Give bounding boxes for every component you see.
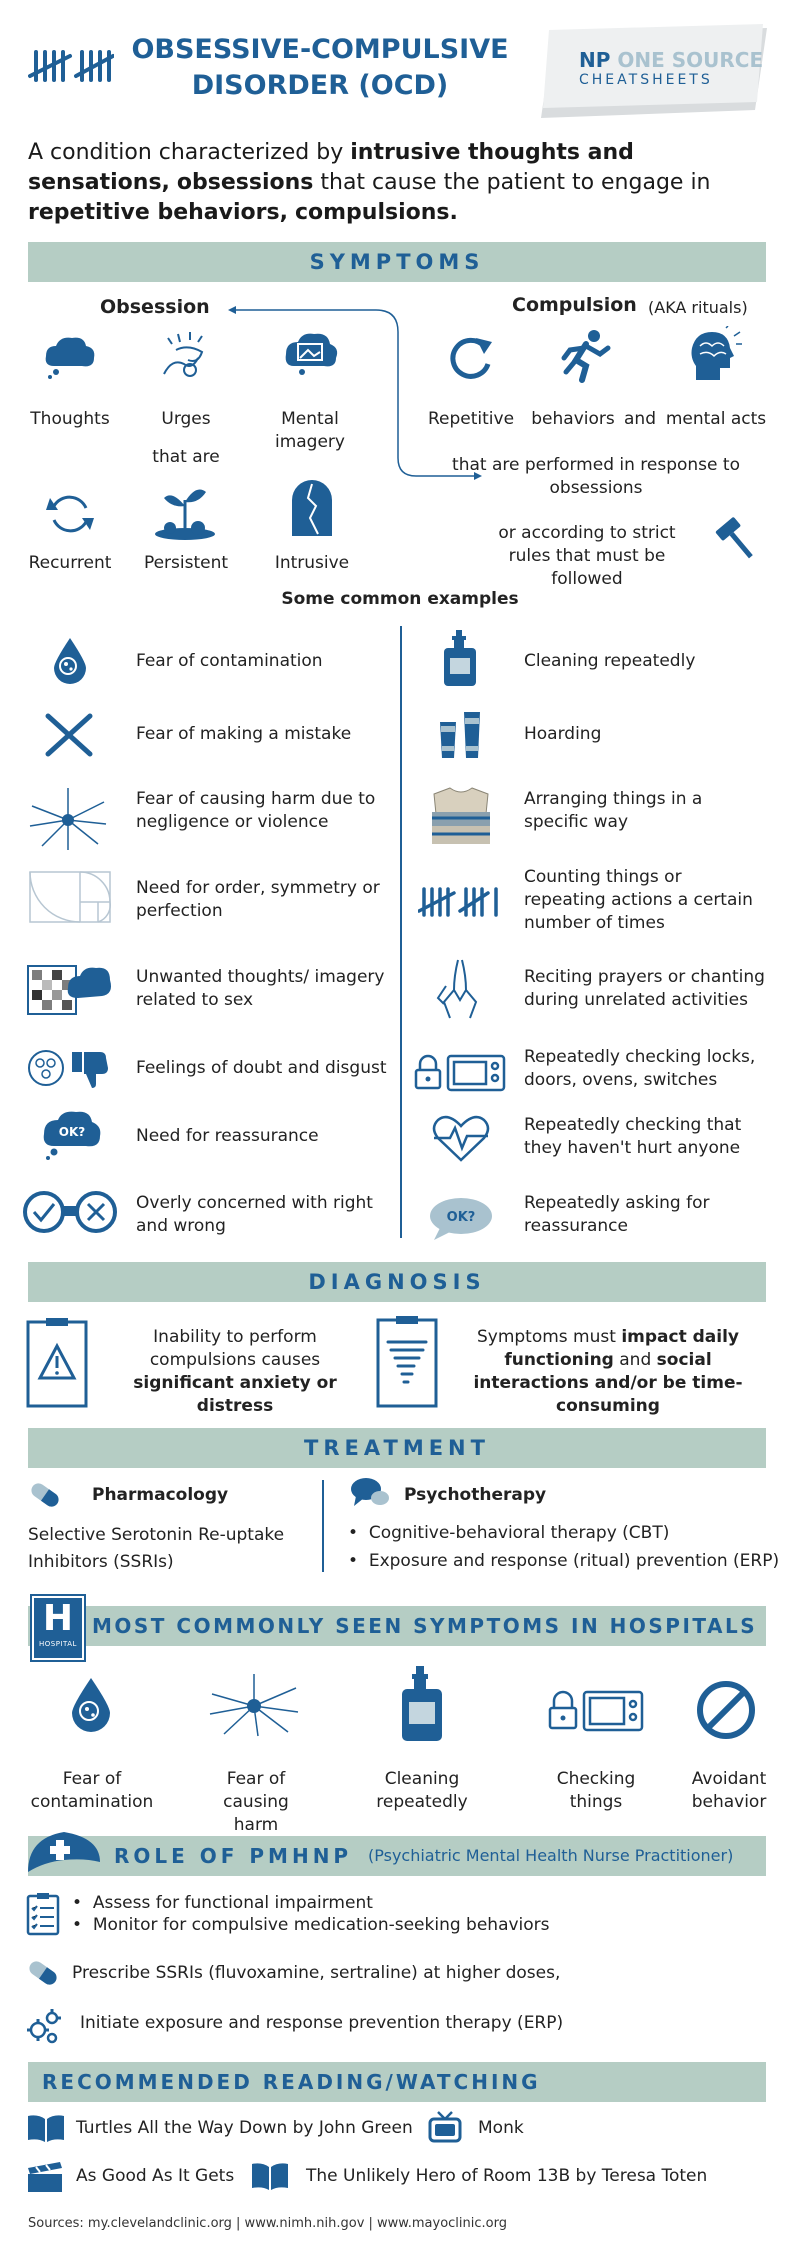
censored-thought-icon [26,962,114,1016]
comp-mental-acts: mental acts [665,409,767,429]
psycho-item-1-text: Cognitive-behavioral therapy (CBT) [368,1523,670,1543]
urges-icon [158,330,212,380]
pharm-text: Selective Serotonin Re-uptake Inhibitors (SSRIs) [28,1525,285,1572]
role-heading: ROLE OF PMHNP [114,1844,353,1868]
obs-example-2: Fear of making a mistake [136,724,352,744]
comp-example-2: Hoarding [524,724,602,744]
examples-divider [400,626,402,1238]
intro-paragraph [28,138,768,228]
role-bullet-1: • Assess for functional impairment [72,1893,373,1913]
comp-example-5: Reciting prayers or chanting during unrelated activities [524,967,765,1010]
adj-intrusive: Intrusive [274,553,350,573]
comp-example-7: Repeatedly checking that they haven't hurt anyone [524,1115,742,1158]
brand-one-source: ONE SOURCE [617,48,764,72]
nurse-cap-icon [24,1828,104,1880]
hosp-lock-oven-icon [548,1688,644,1732]
repeat-arrow-icon [446,334,496,384]
intro-bold-2: obsessions [176,170,314,195]
obs-example-8: Overly concerned with right and wrong [136,1193,373,1236]
treatment-heading: TREATMENT [304,1436,490,1460]
tv-icon [428,2110,462,2144]
cross-mark-icon [44,712,94,758]
praying-hands-icon [430,956,490,1022]
comp-strict-rules: or according to strict rules that must be followed [498,523,676,589]
intro-text-1: A condition characterized by [28,140,351,165]
that-are: that are [152,447,220,467]
golden-spiral-icon [28,870,112,924]
reading-heading: RECOMMENDED READING/WATCHING [42,2070,541,2094]
obs-mental-imagery: Mental imagery [274,409,345,452]
pill-icon [28,1480,62,1510]
diagnosis-heading: DIAGNOSIS [308,1270,486,1294]
intro-bold-4: compulsions. [294,200,458,225]
diagnosis-right-text-1: Symptoms must [476,1327,622,1347]
diagnosis-left-bold: significant anxiety or distress [133,1373,337,1416]
role-band [28,1836,766,1876]
title-line-1: OBSESSIVE-COMPULSIVE [131,34,509,65]
role-bullet-1-text: Assess for functional impairment [92,1893,373,1913]
comp-behaviors: behaviors [531,409,615,429]
ok-thought-bubble-icon [40,1108,104,1162]
gears-icon [24,2006,64,2046]
thought-cloud-icon [42,332,98,380]
hospital-badge-letter: H [42,1598,74,1639]
brand-logo [535,22,770,122]
hosp-item-2: Fear of causing harm [223,1769,289,1835]
mental-imagery-icon [282,330,340,380]
obs-thoughts: Thoughts [30,409,110,429]
diagnosis-right-bold-1: impact daily functioning [504,1327,740,1370]
checklist-icon [26,1892,60,1936]
ok-speech-text: OK? [446,1210,476,1225]
hosp-soap-bottle-icon [400,1666,444,1742]
hosp-germ-drop-icon [68,1676,114,1734]
psycho-item-2-text: Exposure and response (ritual) prevention (ERP) [368,1551,780,1571]
open-book-icon-2 [250,2160,290,2192]
sources-text: Sources: my.clevelandclinic.org | www.nimh.nih.gov | www.mayoclinic.org [28,2216,507,2231]
hospital-band [28,1606,766,1646]
obsession-label: Obsession [100,296,210,318]
hosp-shattered-glass-icon [208,1672,300,1738]
pharm-label: Pharmacology [92,1485,229,1505]
comp-example-1: Cleaning repeatedly [524,651,696,671]
counting-tally-icon [418,886,500,918]
speech-bubbles-icon [350,1476,390,1510]
role-pill-icon [26,1958,60,1988]
hospital-badge-text: HOSPITAL [39,1640,77,1648]
comp-example-3: Arranging things in a specific way [524,789,703,832]
reading-item-1: Turtles All the Way Down by John Green [76,2118,413,2138]
comp-performed: that are performed in response to obsessions [452,455,740,498]
comp-and: and [624,409,656,429]
hosp-item-4: Checking things [556,1769,636,1812]
role-initiate: Initiate exposure and response prevention therapy (ERP) [80,2013,564,2033]
role-bullet-2: • Monitor for compulsive medication-seeking behaviors [72,1915,550,1935]
treatment-divider [322,1480,324,1572]
intrusive-door-icon [288,478,336,538]
reading-band [28,2062,766,2102]
ok-bubble-text: OK? [58,1125,86,1139]
clipboard-warning-icon [26,1316,88,1408]
obs-example-7: Need for reassurance [136,1126,319,1146]
soap-bottle-icon [442,630,478,688]
title-line-2: DISORDER (OCD) [191,70,449,101]
brain-head-icon [686,326,742,386]
diagnosis-right-text-2: and [613,1350,657,1370]
lock-oven-icon [414,1052,506,1092]
hoarding-bins-icon [436,708,484,760]
comp-example-4: Counting things or repeating actions a certain number of times [524,867,753,933]
heartbeat-icon [430,1114,492,1164]
hospital-badge [32,1596,84,1660]
psycho-item-1: • Cognitive-behavioral therapy (CBT) [348,1523,670,1543]
germ-drop-icon [50,636,90,686]
role-bullet-2-text: Monitor for compulsive medication-seeking behaviors [92,1915,550,1935]
reading-item-3: As Good As It Gets [76,2166,235,2186]
hosp-item-3: Cleaning repeatedly [376,1769,468,1812]
treatment-band [28,1428,766,1468]
hosp-no-symbol-icon [696,1680,756,1740]
obs-example-4: Need for order, symmetry or perfection [136,878,380,921]
open-book-icon [26,2112,66,2144]
adj-persistent: Persistent [143,553,229,573]
intro-bold-3: repetitive behaviors, [28,200,288,225]
clipboard-tornado-icon [376,1314,438,1408]
common-examples-heading: Some common examples [281,589,519,609]
clapperboard-icon [26,2160,64,2194]
comp-repetitive: Repetitive [427,409,515,429]
obs-urges: Urges [161,409,211,429]
doubt-disgust-icon [26,1046,112,1090]
psycho-label: Psychotherapy [404,1485,547,1505]
gavel-icon [712,516,762,566]
comp-example-6: Repeatedly checking locks, doors, ovens, switches [524,1047,756,1090]
diagnosis-band [28,1262,766,1302]
right-wrong-icon [22,1190,118,1234]
running-person-icon [556,328,612,384]
hosp-item-5: Avoidant behavior [691,1769,767,1812]
hosp-item-1: Fear of contamination [30,1769,154,1812]
compulsion-label: Compulsion [512,294,637,316]
role-prescribe: Prescribe SSRIs (fluvoxamine, sertraline) at higher doses, [72,1963,561,1983]
symptoms-heading: SYMPTOMS [309,250,485,274]
intro-bold-1: intrusive thoughts and sensations, [28,140,634,195]
obs-example-1: Fear of contamination [136,651,323,671]
psycho-item-2: • Exposure and response (ritual) prevention (ERP) [348,1551,780,1571]
obs-example-6: Feelings of doubt and disgust [136,1058,387,1078]
intro-text-2: that cause the patient to engage in [313,170,711,195]
persistent-plant-icon [150,480,220,542]
recurrent-icon [44,488,96,540]
brand-cheatsheets: CHEATSHEETS [579,72,713,88]
diagnosis-right-bold-2: social interactions and/or be time-consuming [473,1350,743,1416]
role-subtitle: (Psychiatric Mental Health Nurse Practitioner) [368,1846,734,1865]
ok-speech-bubble-icon [428,1196,494,1242]
reading-item-4: The Unlikely Hero of Room 13B by Teresa Toten [306,2166,708,2186]
comp-example-8: Repeatedly asking for reassurance [524,1193,710,1236]
diagnosis-left-text: Inability to perform compulsions causes [149,1327,321,1370]
obs-example-3: Fear of causing harm due to negligence or violence [136,789,376,832]
compulsion-aka: (AKA rituals) [648,298,748,317]
folded-shirts-icon [430,784,492,846]
tally-marks-icon [28,48,114,84]
obs-example-5: Unwanted thoughts/ imagery related to sex [136,967,385,1010]
adj-recurrent: Recurrent [28,553,112,573]
reading-item-2: Monk [478,2118,524,2138]
diagnosis-left [100,1326,370,1418]
symptoms-band [28,242,766,282]
diagnosis-right [446,1326,770,1418]
shattered-glass-icon [28,786,108,852]
hospital-heading: MOST COMMONLY SEEN SYMPTOMS IN HOSPITALS [92,1614,758,1638]
brand-np: NP [579,48,611,72]
